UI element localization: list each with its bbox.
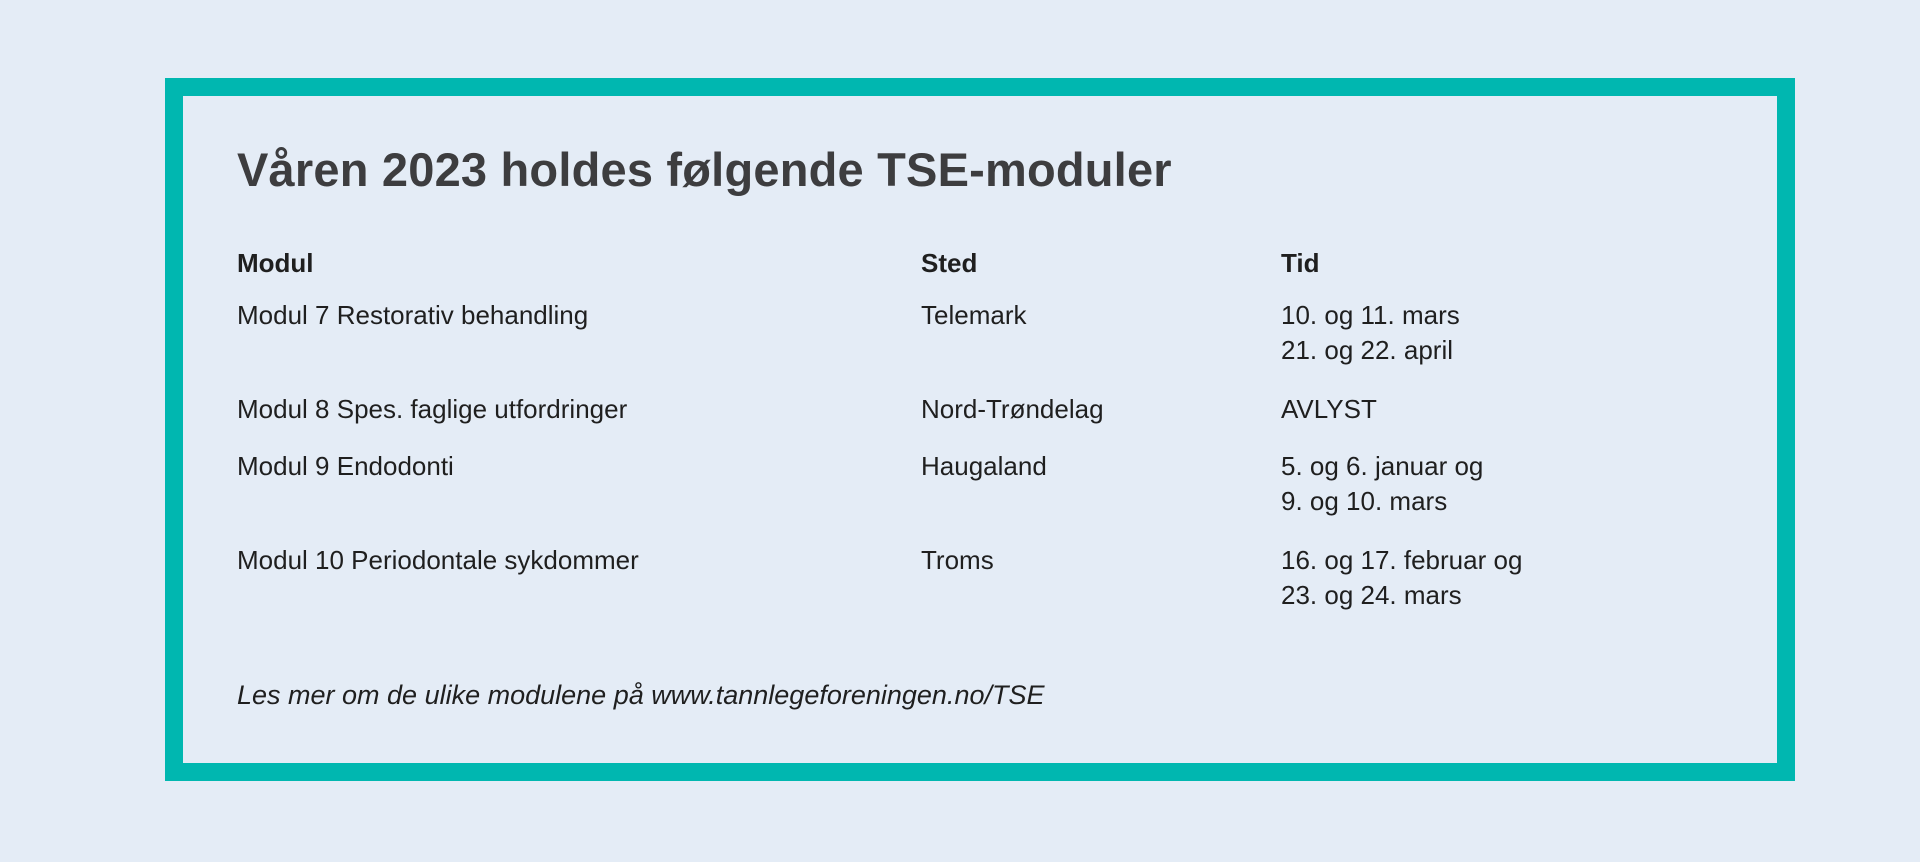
table-row xyxy=(237,392,1737,449)
module-name: Modul 8 Spes. faglige utfordringer xyxy=(237,394,628,424)
info-box xyxy=(165,78,1795,781)
table-row xyxy=(237,449,1737,543)
column-header-tid: Tid xyxy=(1281,248,1320,278)
module-location: Haugaland xyxy=(921,451,1047,481)
module-time xyxy=(1281,298,1460,368)
module-time xyxy=(1281,392,1377,427)
module-time-line: 10. og 11. mars xyxy=(1281,300,1460,330)
module-time-line: 9. og 10. mars xyxy=(1281,486,1448,516)
module-table xyxy=(237,246,1737,637)
module-name: Modul 10 Periodontale sykdommer xyxy=(237,545,639,575)
module-location: Nord-Trøndelag xyxy=(921,394,1104,424)
module-time-line: 21. og 22. april xyxy=(1281,335,1454,365)
column-header-modul: Modul xyxy=(237,248,314,278)
table-row xyxy=(237,298,1737,392)
table-header-row xyxy=(237,246,1737,298)
column-header-sted: Sted xyxy=(921,248,978,278)
module-time-line: 16. og 17. februar og xyxy=(1281,545,1523,575)
module-time-line: 23. og 24. mars xyxy=(1281,580,1462,610)
module-location: Telemark xyxy=(921,300,1027,330)
module-time xyxy=(1281,449,1483,519)
module-time xyxy=(1281,543,1522,613)
module-location: Troms xyxy=(921,545,994,575)
table-row xyxy=(237,543,1737,637)
page-title: Våren 2023 holdes følgende TSE-moduler xyxy=(237,143,1172,196)
module-name: Modul 7 Restorativ behandling xyxy=(237,300,589,330)
footer-note: Les mer om de ulike modulene på www.tannlegeforeningen.no/TSE xyxy=(237,680,1045,710)
module-name: Modul 9 Endodonti xyxy=(237,451,454,481)
module-time-line: 5. og 6. januar og xyxy=(1281,451,1484,481)
module-time-line: AVLYST xyxy=(1281,394,1377,424)
